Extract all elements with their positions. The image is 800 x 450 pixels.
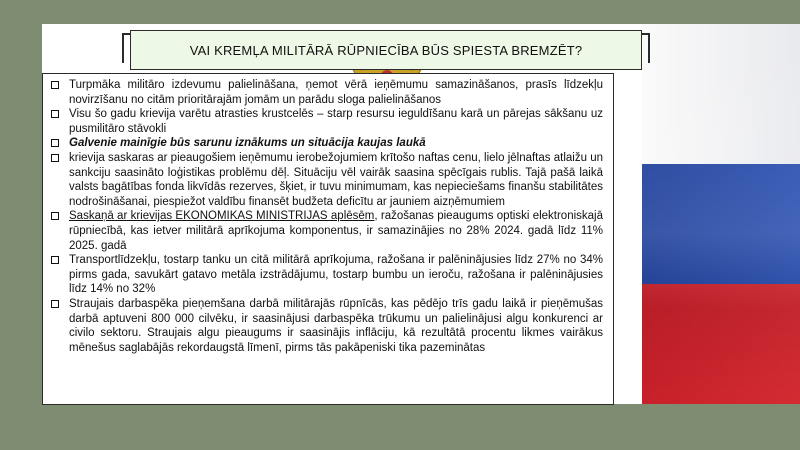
list-item: Turpmāka militāro izdevumu palielināšana, ņemot vērā ieņēmumu samazināšanos, prasīs līdzekļu novirzīšanu no citām prioritārajām jomām un parādu sloga palielināšanos bbox=[51, 78, 603, 107]
square-checkbox-icon bbox=[51, 256, 59, 264]
slide-title-text: VAI KREMĻA MILITĀRĀ RŪPNIECĪBA BŪS SPIESTA BREMZĒT? bbox=[189, 42, 583, 58]
slide-title bbox=[130, 30, 642, 70]
square-checkbox-icon bbox=[51, 81, 59, 89]
russian-flag-image bbox=[642, 24, 800, 404]
list-item: Straujais darbaspēka pieņemšana darbā militārajās rūpnīcās, kas pēdējo trīs gadu laikā ir pieņēmušas darbā aptuveni 800 000 cilvēku, ir saasinājusi darbaspēka trūkumu un palielinājusi algu konkurenci ar civilo sektoru. Straujais algu pieaugums ir saasinājis inflāciju, kā rezultātā procentu likmes vairākus mēnešus saglabājās rekordaugstā līmenī, pirms tās pakāpeniski tika pazeminātas bbox=[51, 297, 603, 355]
list-item: Transportlīdzekļu, tostarp tanku un citā militārā aprīkojuma, ražošana ir palēninājusies līdz 27% no 34% pirms gada, savukārt gatavo metāla izstrādājumu, tostarp bumbu un ieroču, ražošana ir palēninājusies līdz 14% no 32% bbox=[51, 253, 603, 297]
square-checkbox-icon bbox=[51, 154, 59, 162]
list-item: Saskaņā ar krievijas EKONOMIKAS MINISTRIJAS aplēsēm, ražošanas pieaugums optiski elektroniskajā rūpniecībā, kas ietver militārā aprīkojuma komponentus, ir samazinājies no 28% 2024. gadā līdz 11% 2025. gadā bbox=[51, 209, 603, 253]
square-checkbox-icon bbox=[51, 139, 59, 147]
square-checkbox-icon bbox=[51, 110, 59, 118]
list-item: Visu šo gadu krievija varētu atrasties krustcelēs – starp resursu ieguldīšanu karā un pārejas sākšanu uz pusmilitāro stāvokli bbox=[51, 107, 603, 136]
bullet-list bbox=[51, 78, 603, 355]
content-box bbox=[42, 73, 614, 405]
ministry-link[interactable]: Saskaņā ar krievijas EKONOMIKAS MINISTRIJAS aplēsēm bbox=[69, 210, 375, 223]
list-item: krievija saskaras ar pieaugošiem ieņēmumu ierobežojumiem krītošo naftas cenu, lielo jēlnaftas atlaižu un sankciju saasināto loģistikas problēmu dēļ. Situāciju vēl vairāk saasina spēcīgais rublis. Tajā pašā laikā valsts bagātības fonda likvīdās rezerves, šķiet, ir tuvu minimumam, kas nepieciešams finanšu stabilitātes nodrošināšanai, piespiežot valdību finansēt budžeta deficītu ar jauniem aizņēmumiem bbox=[51, 151, 603, 209]
list-item-key-variables: Galvenie mainīgie būs sarunu iznākums un situācija kaujas laukā bbox=[51, 136, 603, 151]
title-outline-right-vert bbox=[648, 33, 650, 63]
square-checkbox-icon bbox=[51, 300, 59, 308]
title-outline-left-vert bbox=[122, 33, 124, 63]
square-checkbox-icon bbox=[51, 212, 59, 220]
